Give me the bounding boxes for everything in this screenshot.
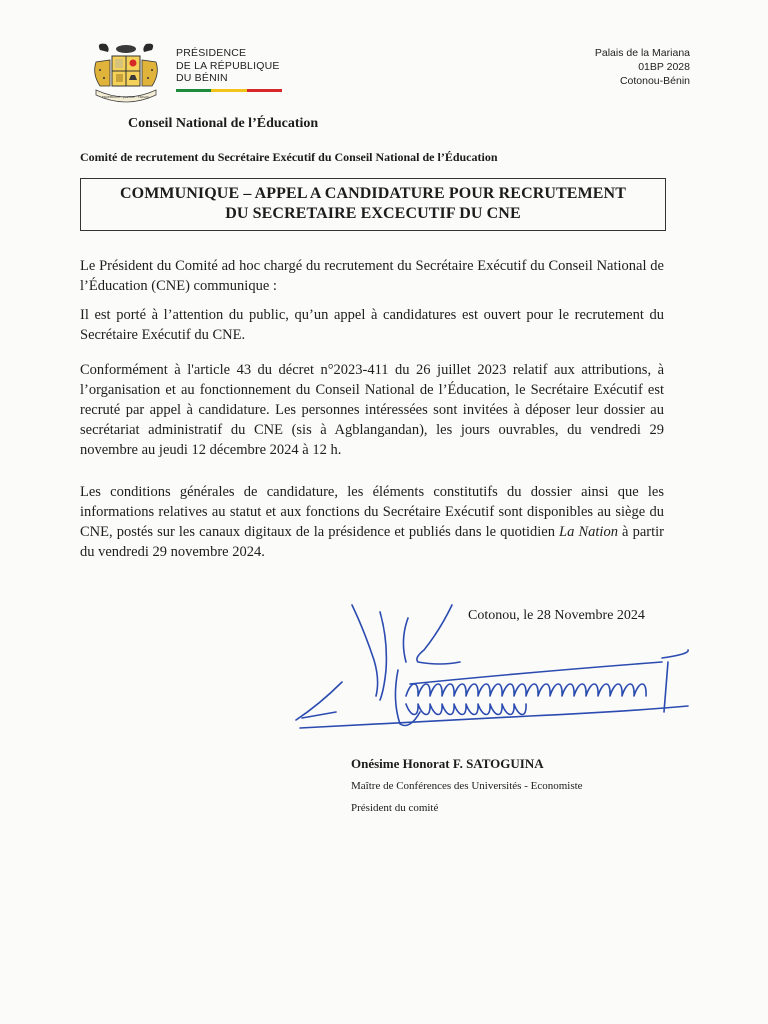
- paragraph-conditions: [80, 482, 664, 562]
- presidency-line: DE LA RÉPUBLIQUE: [176, 59, 280, 72]
- signature-icon: [290, 600, 700, 750]
- conditions-text-end: à partir du vendredi 29 novembre 2024.: [80, 524, 664, 560]
- paragraph-announcement: Il est porté à l’attention du public, qu’un appel à candidatures est ouvert pour le recrutement du Secrétaire Exécutif du CNE.: [80, 307, 664, 343]
- address-line: Palais de la Mariana: [594, 47, 690, 59]
- paragraph-intro: Le Président du Comité ad hoc chargé du recrutement du Secrétaire Exécutif du Conseil National de l’Éducation (CNE) communique :: [80, 258, 664, 294]
- coat-of-arms-motto: FRATERNITÉ · JUSTICE · TRAVAIL: [102, 95, 150, 99]
- newspaper-name: La Nation: [559, 524, 618, 540]
- presidency-line: PRÉSIDENCE: [176, 47, 247, 59]
- communique-title-box: [80, 178, 666, 231]
- committee-heading: Comité de recrutement du Secrétaire Exécutif du Conseil National de l’Éducation: [80, 150, 498, 164]
- signer-name: Onésime Honorat F. SATOGUINA: [351, 756, 544, 771]
- conditions-text: Les conditions générales de candidature, les éléments constitutifs du dossier ainsi que les informations relatives au statut et aux fonctions du Secrétaire Exécutif sont disponibles au siège du CNE, postés sur les canaux digitaux de la présidence et publiés dans le quotidien: [80, 484, 664, 540]
- flag-green: [176, 89, 211, 92]
- address-line: Cotonou-Bénin: [619, 75, 690, 87]
- signer-title: Maître de Conférences des Universités - Economiste: [351, 780, 583, 792]
- address-line: 01BP 2028: [638, 61, 690, 73]
- title-line: COMMUNIQUE – APPEL A CANDIDATURE POUR RECRUTEMENT: [120, 185, 626, 202]
- place-date: Cotonou, le 28 Novembre 2024: [468, 608, 645, 623]
- presidency-line: DU BÉNIN: [176, 72, 228, 84]
- council-name: Conseil National de l’Éducation: [128, 116, 319, 131]
- address-block: [595, 46, 690, 88]
- flag-yellow: [211, 89, 246, 92]
- presidency-block: [176, 47, 282, 92]
- flag-bar: [176, 89, 282, 92]
- title-line: DU SECRETAIRE EXCECUTIF DU CNE: [225, 205, 521, 222]
- flag-red: [247, 89, 282, 92]
- signer-role: Président du comité: [351, 802, 439, 814]
- paragraph-decree: Conformément à l'article 43 du décret n°2023-411 du 26 juillet 2023 relatif aux attributions, à l’organisation et au fonctionnement du Conseil National de l’Éducation, le Secrétaire Exécutif est recruté par appel à candidature. Les personnes intéressées sont invitées à déposer leur dossier au secrétariat administratif du CNE (sis à Agblangandan), les jours ouvrables, du vendredi 29 novembre au jeudi 12 décembre 2024 à 12 h.: [80, 362, 664, 458]
- coat-of-arms-icon: [90, 40, 162, 106]
